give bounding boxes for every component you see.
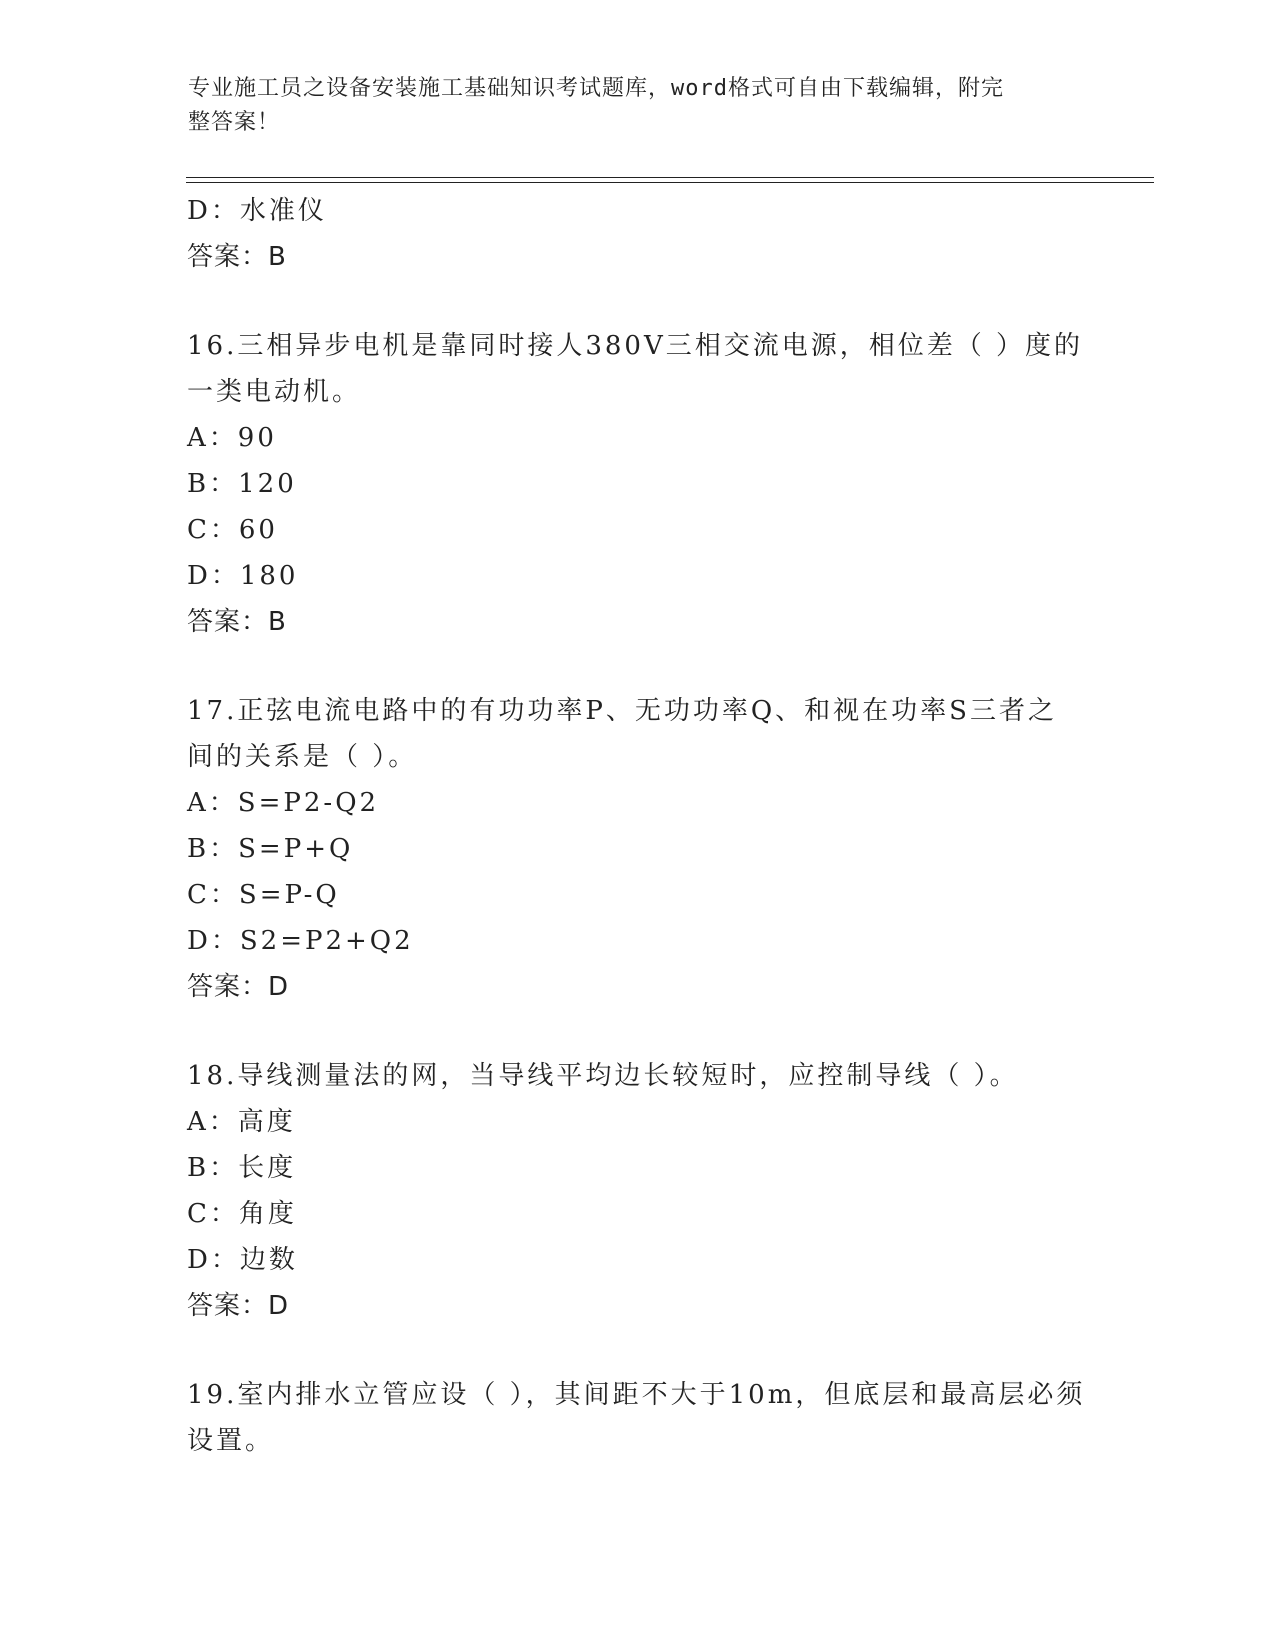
spacer [187,1329,1087,1372]
spacer [187,280,1087,323]
header-rule-top [186,177,1154,178]
question-text: 17.正弦电流电路中的有功功率P、无功功率Q、和视在功率S三者之 [187,696,1057,726]
option-d: D：边数 [187,1245,298,1275]
question-17 [187,688,1087,1010]
page-header [188,72,1068,140]
option-c: C：S=P-Q [187,880,340,910]
question-18 [187,1053,1087,1329]
option-b: B：长度 [187,1153,297,1183]
header-line-2: 整答案！ [188,110,281,135]
spacer [187,1010,1087,1053]
option-a: A：高度 [187,1107,296,1137]
question-text: 19.室内排水立管应设（ ），其间距不大于10m，但底层和最高层必须 [187,1380,1086,1410]
question-text: 18.导线测量法的网，当导线平均边长较短时，应控制导线（ ）。 [187,1061,1019,1091]
question-list [187,188,1087,1464]
header-line-1: 专业施工员之设备安装施工基础知识考试题库，word格式可自由下载编辑，附完 [188,76,1004,101]
answer: 答案：D [187,972,290,1002]
question-text-cont: 一类电动机。 [187,377,362,407]
option-d: D：水准仪 [187,196,327,226]
question-16 [187,323,1087,645]
previous-question-tail [187,188,1087,280]
answer: 答案：B [187,607,287,637]
option-b: B：120 [187,469,297,499]
header-rule-bottom [186,182,1154,183]
option-a: A：S=P2-Q2 [187,788,380,818]
option-a: A：90 [187,423,277,453]
spacer [187,645,1087,688]
option-b: B：S=P+Q [187,834,354,864]
question-text-cont: 设置。 [187,1426,275,1456]
answer: 答案：D [187,1291,290,1321]
question-text: 16.三相异步电机是靠同时接人380V三相交流电源，相位差（ ）度的 [187,331,1084,361]
answer: 答案：B [187,242,287,272]
option-c: C：60 [187,515,278,545]
option-c: C：角度 [187,1199,297,1229]
question-text-cont: 间的关系是（ ）。 [187,742,418,772]
option-d: D：S2=P2+Q2 [187,926,414,956]
option-d: D：180 [187,561,299,591]
question-19 [187,1372,1087,1464]
